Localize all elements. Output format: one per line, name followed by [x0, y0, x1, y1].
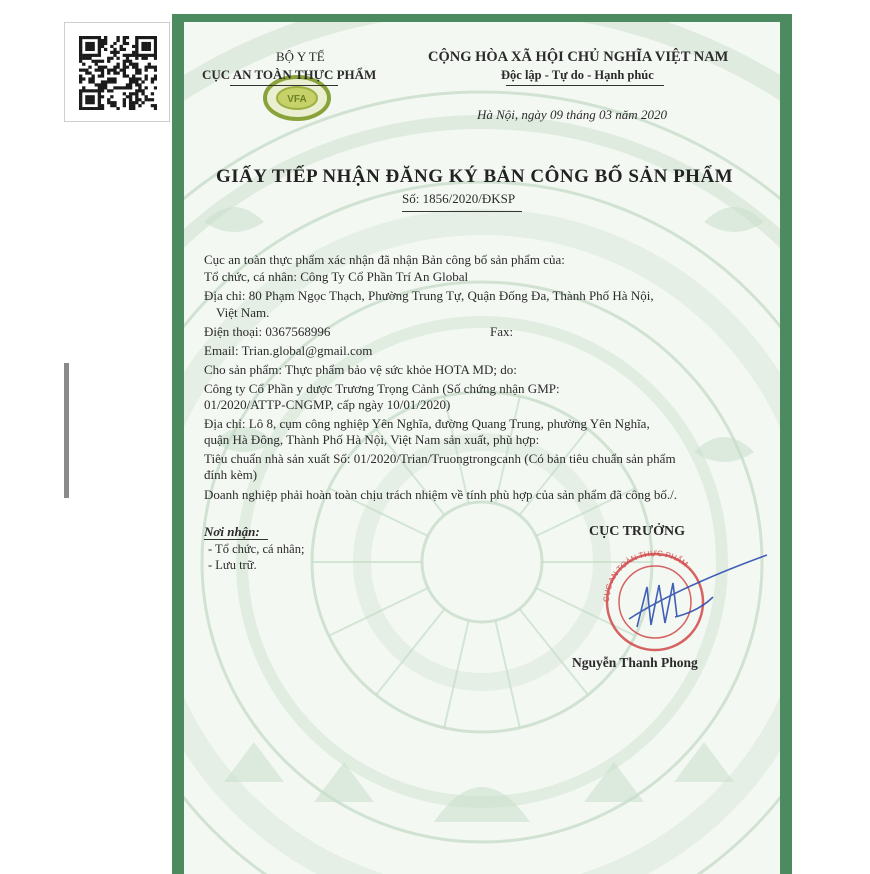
recipient-item: - Lưu trữ. [208, 558, 257, 572]
republic-name: CỘNG HÒA XÃ HỘI CHỦ NGHĨA VIỆT NAM [428, 49, 729, 65]
fax-label: Fax: [490, 324, 514, 339]
signer-name: Nguyễn Thanh Phong [572, 655, 698, 670]
body-line: Việt Nam. [216, 305, 270, 320]
document-number: Số: 1856/2020/ĐKSP [402, 191, 516, 206]
body-line: Địa chỉ: Lô 8, cụm công nghiệp Yên Nghĩa, đường Quang Trung, phường Yên Nghĩa, [204, 416, 650, 431]
qr-code-box [64, 22, 170, 122]
official-seal-icon [589, 547, 769, 657]
director-title: CỤC TRƯỞNG [589, 524, 686, 539]
seal-text: CỤC AN TOÀN THỰC PHẨM [601, 548, 690, 603]
document-title: GIẤY TIẾP NHẬN ĐĂNG KÝ BẢN CÔNG BỐ SẢN PHẨM [216, 166, 734, 187]
body-line: Tổ chức, cá nhân: Công Ty Cổ Phần Trí An Global [204, 269, 469, 284]
agency-underline [230, 85, 338, 86]
certificate-paper [184, 22, 780, 874]
body-line: Công ty Cổ Phần y dược Trương Trọng Cảnh (Số chứng nhận GMP: [204, 381, 560, 396]
certificate-document [172, 14, 792, 874]
body-line: quận Hà Đông, Thành Phố Hà Nội, Việt Nam sản xuất, phù hợp: [204, 432, 540, 447]
recipients-underline [204, 539, 268, 540]
body-line: Địa chỉ: 80 Phạm Ngọc Thạch, Phường Trung Tự, Quận Đống Đa, Thành Phố Hà Nội, [204, 288, 654, 303]
body-line: Cho sản phẩm: Thực phẩm bảo vệ sức khỏe HOTA MD; do: [204, 362, 517, 377]
body-line: Tiêu chuẩn nhà sản xuất Số: 01/2020/Trian/Truongtrongcanh (Có bản tiêu chuẩn sản phẩm [204, 451, 676, 466]
body-line: Điện thoại: 0367568996 [204, 324, 331, 339]
qr-code-icon [79, 36, 157, 110]
body-line: Cục an toàn thực phẩm xác nhận đã nhận Bản công bố sản phẩm của: [204, 252, 565, 267]
motto-underline [506, 85, 664, 86]
national-motto: Độc lập - Tự do - Hạnh phúc [501, 68, 654, 82]
ministry-name: BỘ Y TẾ [276, 49, 325, 64]
svg-text:VFA: VFA [287, 94, 307, 105]
issue-date: Hà Nội, ngày 09 tháng 03 năm 2020 [477, 107, 667, 122]
number-underline [402, 211, 522, 212]
recipient-item: - Tổ chức, cá nhân; [208, 542, 305, 556]
body-line: đính kèm) [204, 467, 258, 482]
recipients-title: Nơi nhận: [204, 524, 260, 539]
agency-name: CỤC AN TOÀN THỰC PHẨM [202, 67, 377, 82]
body-line: Doanh nghiệp phải hoàn toàn chịu trách nhiệm về tính phù hợp của sản phẩm đã công bố./. [204, 487, 677, 502]
body-line: 01/2020/ATTP-CNGMP, cấp ngày 10/01/2020) [204, 397, 451, 412]
page-edge-bar [64, 363, 69, 498]
body-line: Email: Trian.global@gmail.com [204, 343, 373, 358]
